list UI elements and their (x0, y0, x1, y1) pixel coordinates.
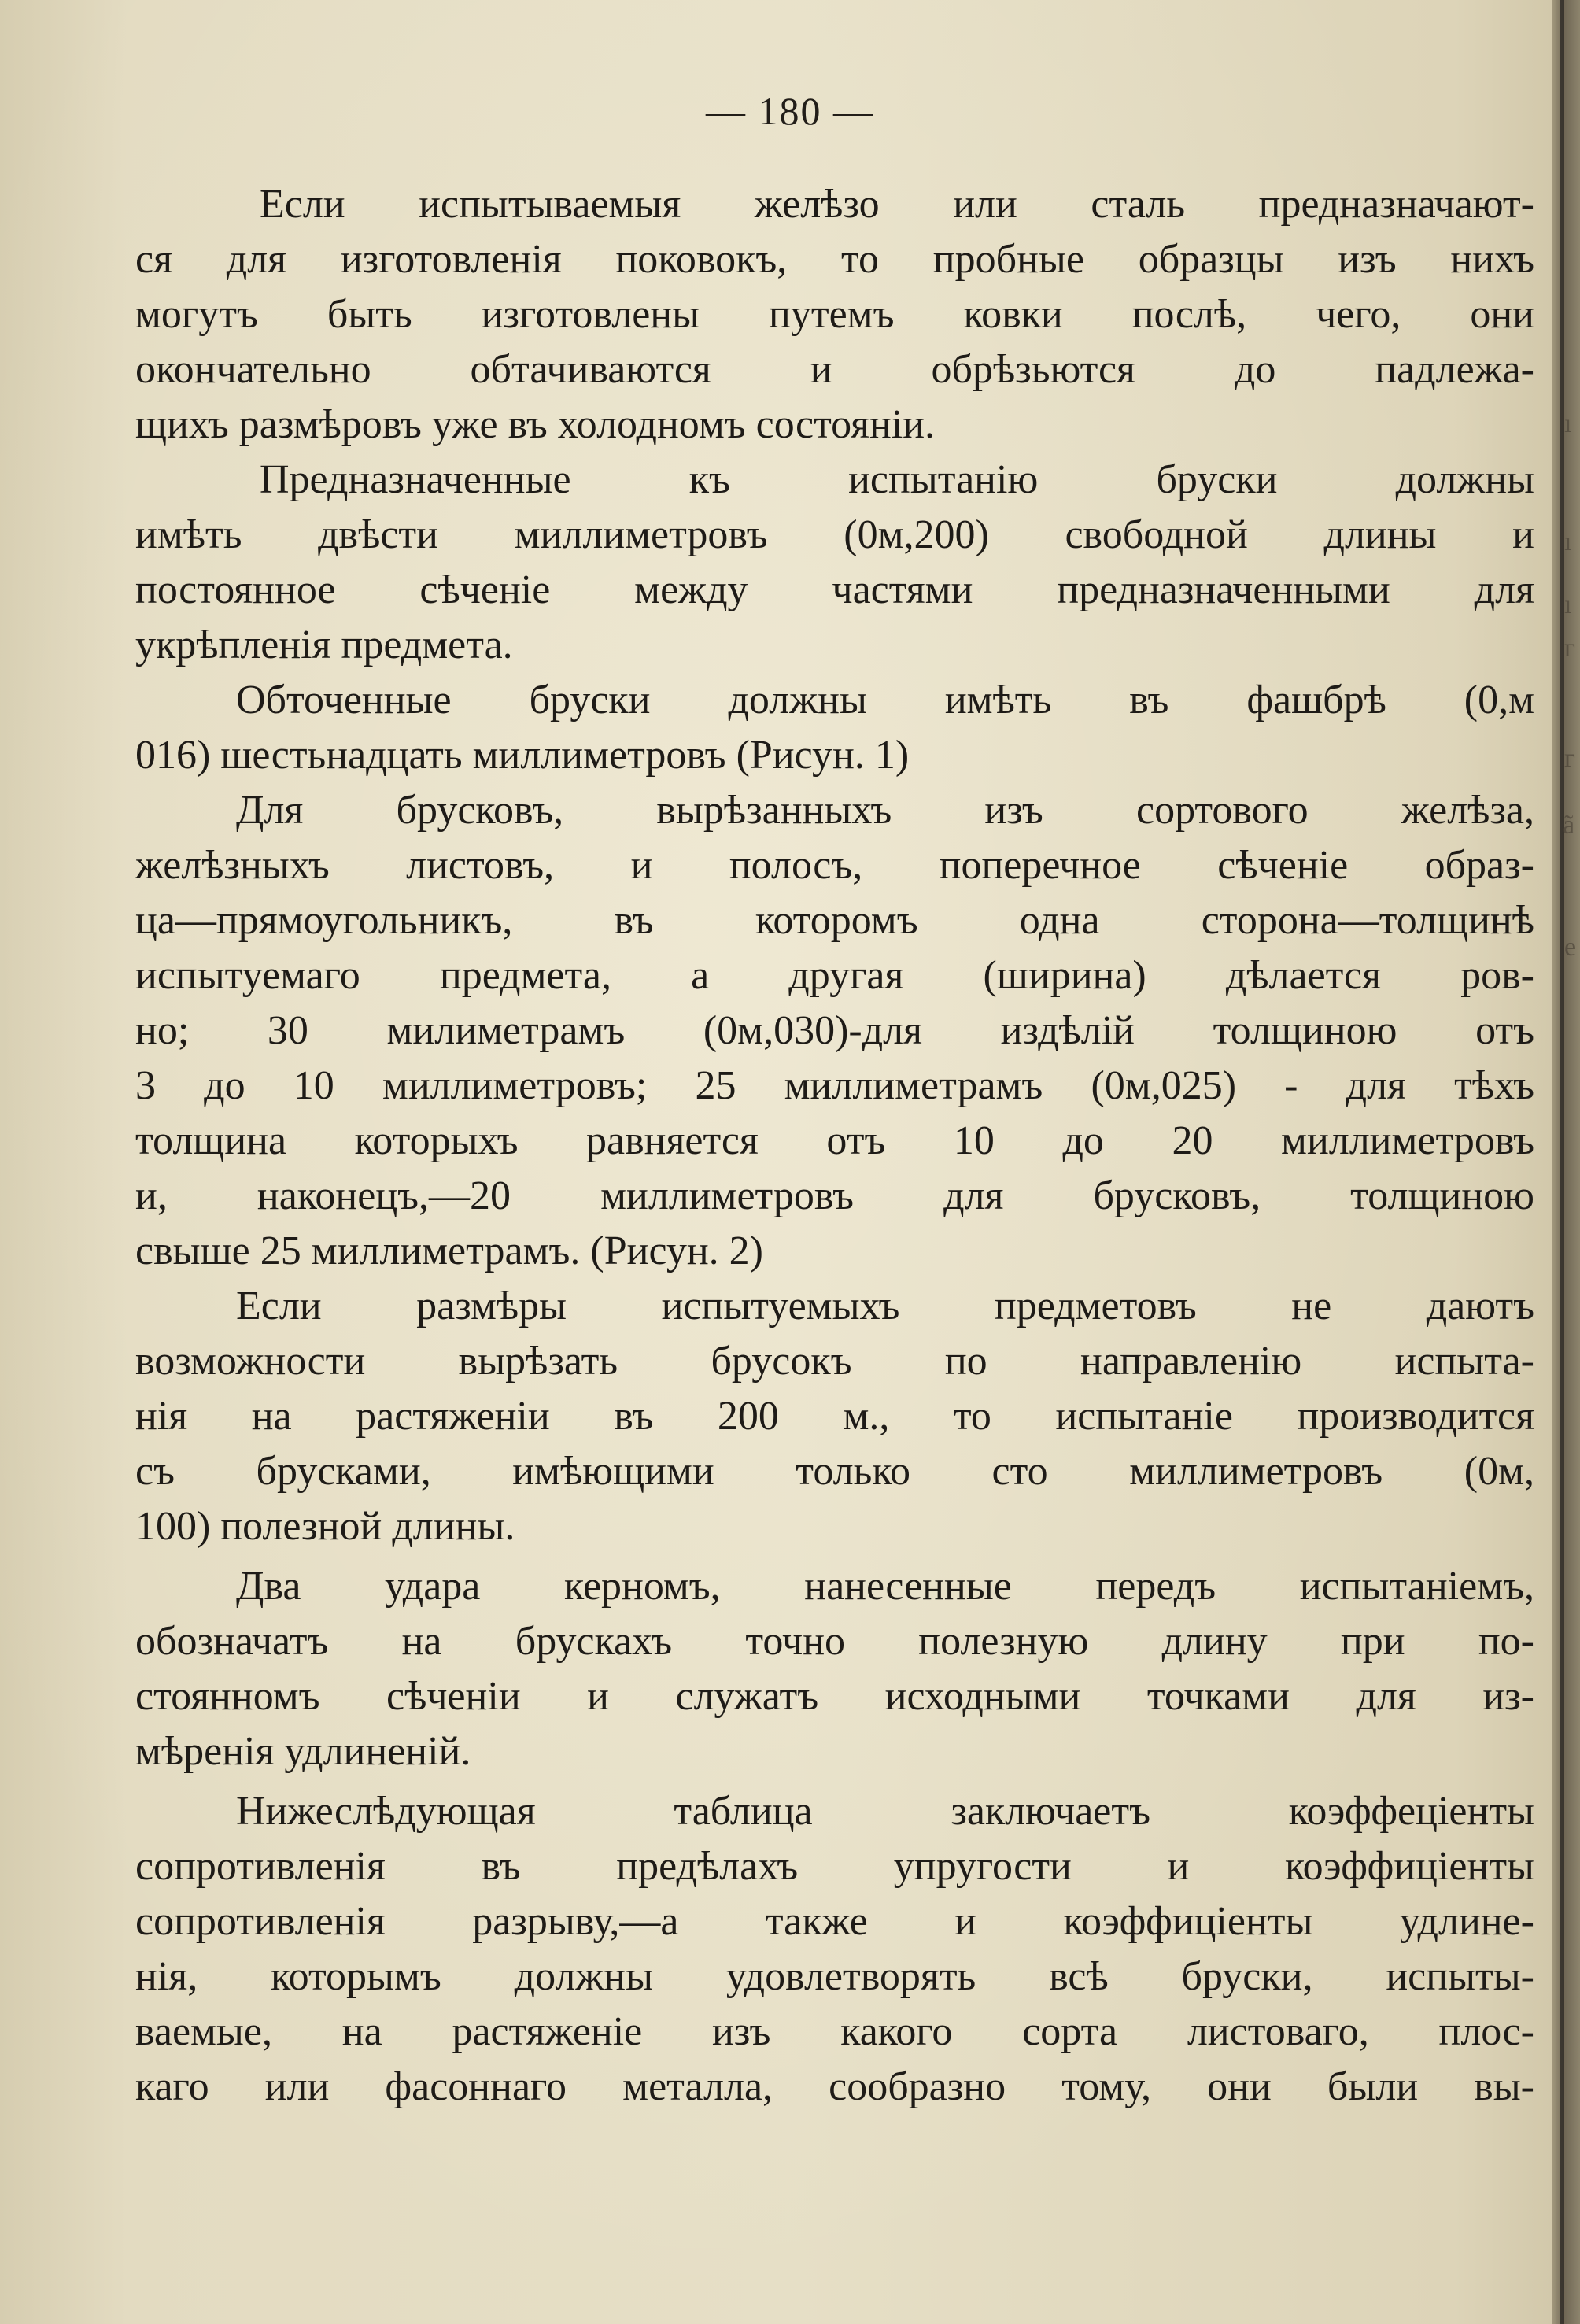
body-text (135, 177, 1534, 2115)
text-line: и, наконецъ,—20 миллиметровъ для брусковъ, толщиною (135, 1173, 1534, 1218)
text-line: могутъ быть изготовлены путемъ ковки послѣ, чего, они (135, 292, 1534, 337)
page-number: — 180 — (706, 89, 874, 133)
text-line: укрѣпленія предмета. (135, 623, 513, 667)
text-line: стоянномъ сѣченіи и служатъ исходными точками для из- (135, 1674, 1534, 1719)
text-line: каго или фасоннаго металла, сообразно тому, они были вы- (135, 2064, 1534, 2109)
page-gutter (1552, 0, 1580, 2324)
edge-mark-7: е (1564, 933, 1577, 962)
text-line: Для брусковъ, вырѣзанныхъ изъ сортового желѣза, (236, 788, 1534, 833)
text-line: постоянное сѣченіе между частями предназначенными для (135, 567, 1534, 612)
text-line: щихъ размѣровъ уже въ холодномъ состояніи. (135, 402, 936, 447)
edge-mark-6: ã (1563, 811, 1575, 840)
gutter-shadow-line (1560, 0, 1564, 2324)
text-line: Если размѣры испытуемыхъ предметовъ не даютъ (236, 1284, 1534, 1328)
text-line: свыше 25 миллиметрамъ. (Рисун. 2) (135, 1229, 763, 1273)
text-line: ваемые, на растяженіе изъ какого сорта листоваго, плос- (135, 2009, 1534, 2054)
text-line: сопротивленія разрыву,—а также и коэффиціенты удлине- (135, 1899, 1534, 1944)
text-line: Нижеслѣдующая таблица заключаетъ коэффеціенты (236, 1789, 1534, 1834)
text-line: Если испытываемыя желѣзо или сталь предназначают- (260, 182, 1534, 227)
text-line: испытуемаго предмета, а другая (ширина) дѣлается ров- (135, 953, 1534, 998)
text-line: желѣзныхъ листовъ, и полосъ, поперечное сѣченіе образ- (135, 843, 1534, 888)
edge-mark-3: ı (1564, 590, 1572, 619)
text-line: имѣть двѣсти миллиметровъ (0м,200) свободной длины и (135, 512, 1534, 557)
text-line: обозначатъ на брускахъ точно полезную длину при по- (135, 1619, 1534, 1664)
edge-mark-4: г (1564, 634, 1575, 663)
text-line: толщина которыхъ равняется отъ 10 до 20 миллиметровъ (135, 1118, 1534, 1163)
edge-mark-5: г (1564, 744, 1575, 773)
edge-mark-2: ı (1564, 527, 1572, 556)
text-line: Предназначенные къ испытанію бруски должны (260, 457, 1534, 502)
text-line: съ брусками, имѣющими только сто миллиметровъ (0м, (135, 1449, 1534, 1494)
text-line: сопротивленія въ предѣлахъ упругости и коэффиціенты (135, 1844, 1534, 1889)
text-line: окончательно обтачиваются и обрѣзьются до падлежа- (135, 347, 1534, 392)
text-line: ца—прямоугольникъ, въ которомъ одна сторона—толщинѣ (135, 898, 1534, 943)
text-line: 016) шестьнадцать миллиметровъ (Рисун. 1) (135, 733, 910, 778)
text-line: мѣренія удлиненій. (135, 1729, 471, 1774)
text-line: возможности вырѣзать брусокъ по направленію испыта- (135, 1339, 1534, 1384)
text-line: ся для изготовленія поковокъ, то пробные образцы изъ нихъ (135, 237, 1534, 282)
text-line: но; 30 милиметрамъ (0м,030)-для издѣлій толщиною отъ (135, 1008, 1534, 1053)
text-line: нія, которымъ должны удовлетворять всѣ бруски, испыты- (135, 1954, 1534, 1999)
text-line: нія на растяженіи въ 200 м., то испытаніе производится (135, 1394, 1534, 1439)
text-line: Обточенные бруски должны имѣть въ фашбрѣ (0,м (236, 678, 1534, 722)
text-line: Два удара керномъ, нанесенные передъ испытаніемъ, (236, 1564, 1534, 1609)
text-line: 100) полезной длины. (135, 1504, 515, 1549)
text-line: 3 до 10 миллиметровъ; 25 миллиметрамъ (0м,025) - для тѣхъ (135, 1063, 1534, 1108)
edge-mark-1: ı (1564, 409, 1572, 438)
